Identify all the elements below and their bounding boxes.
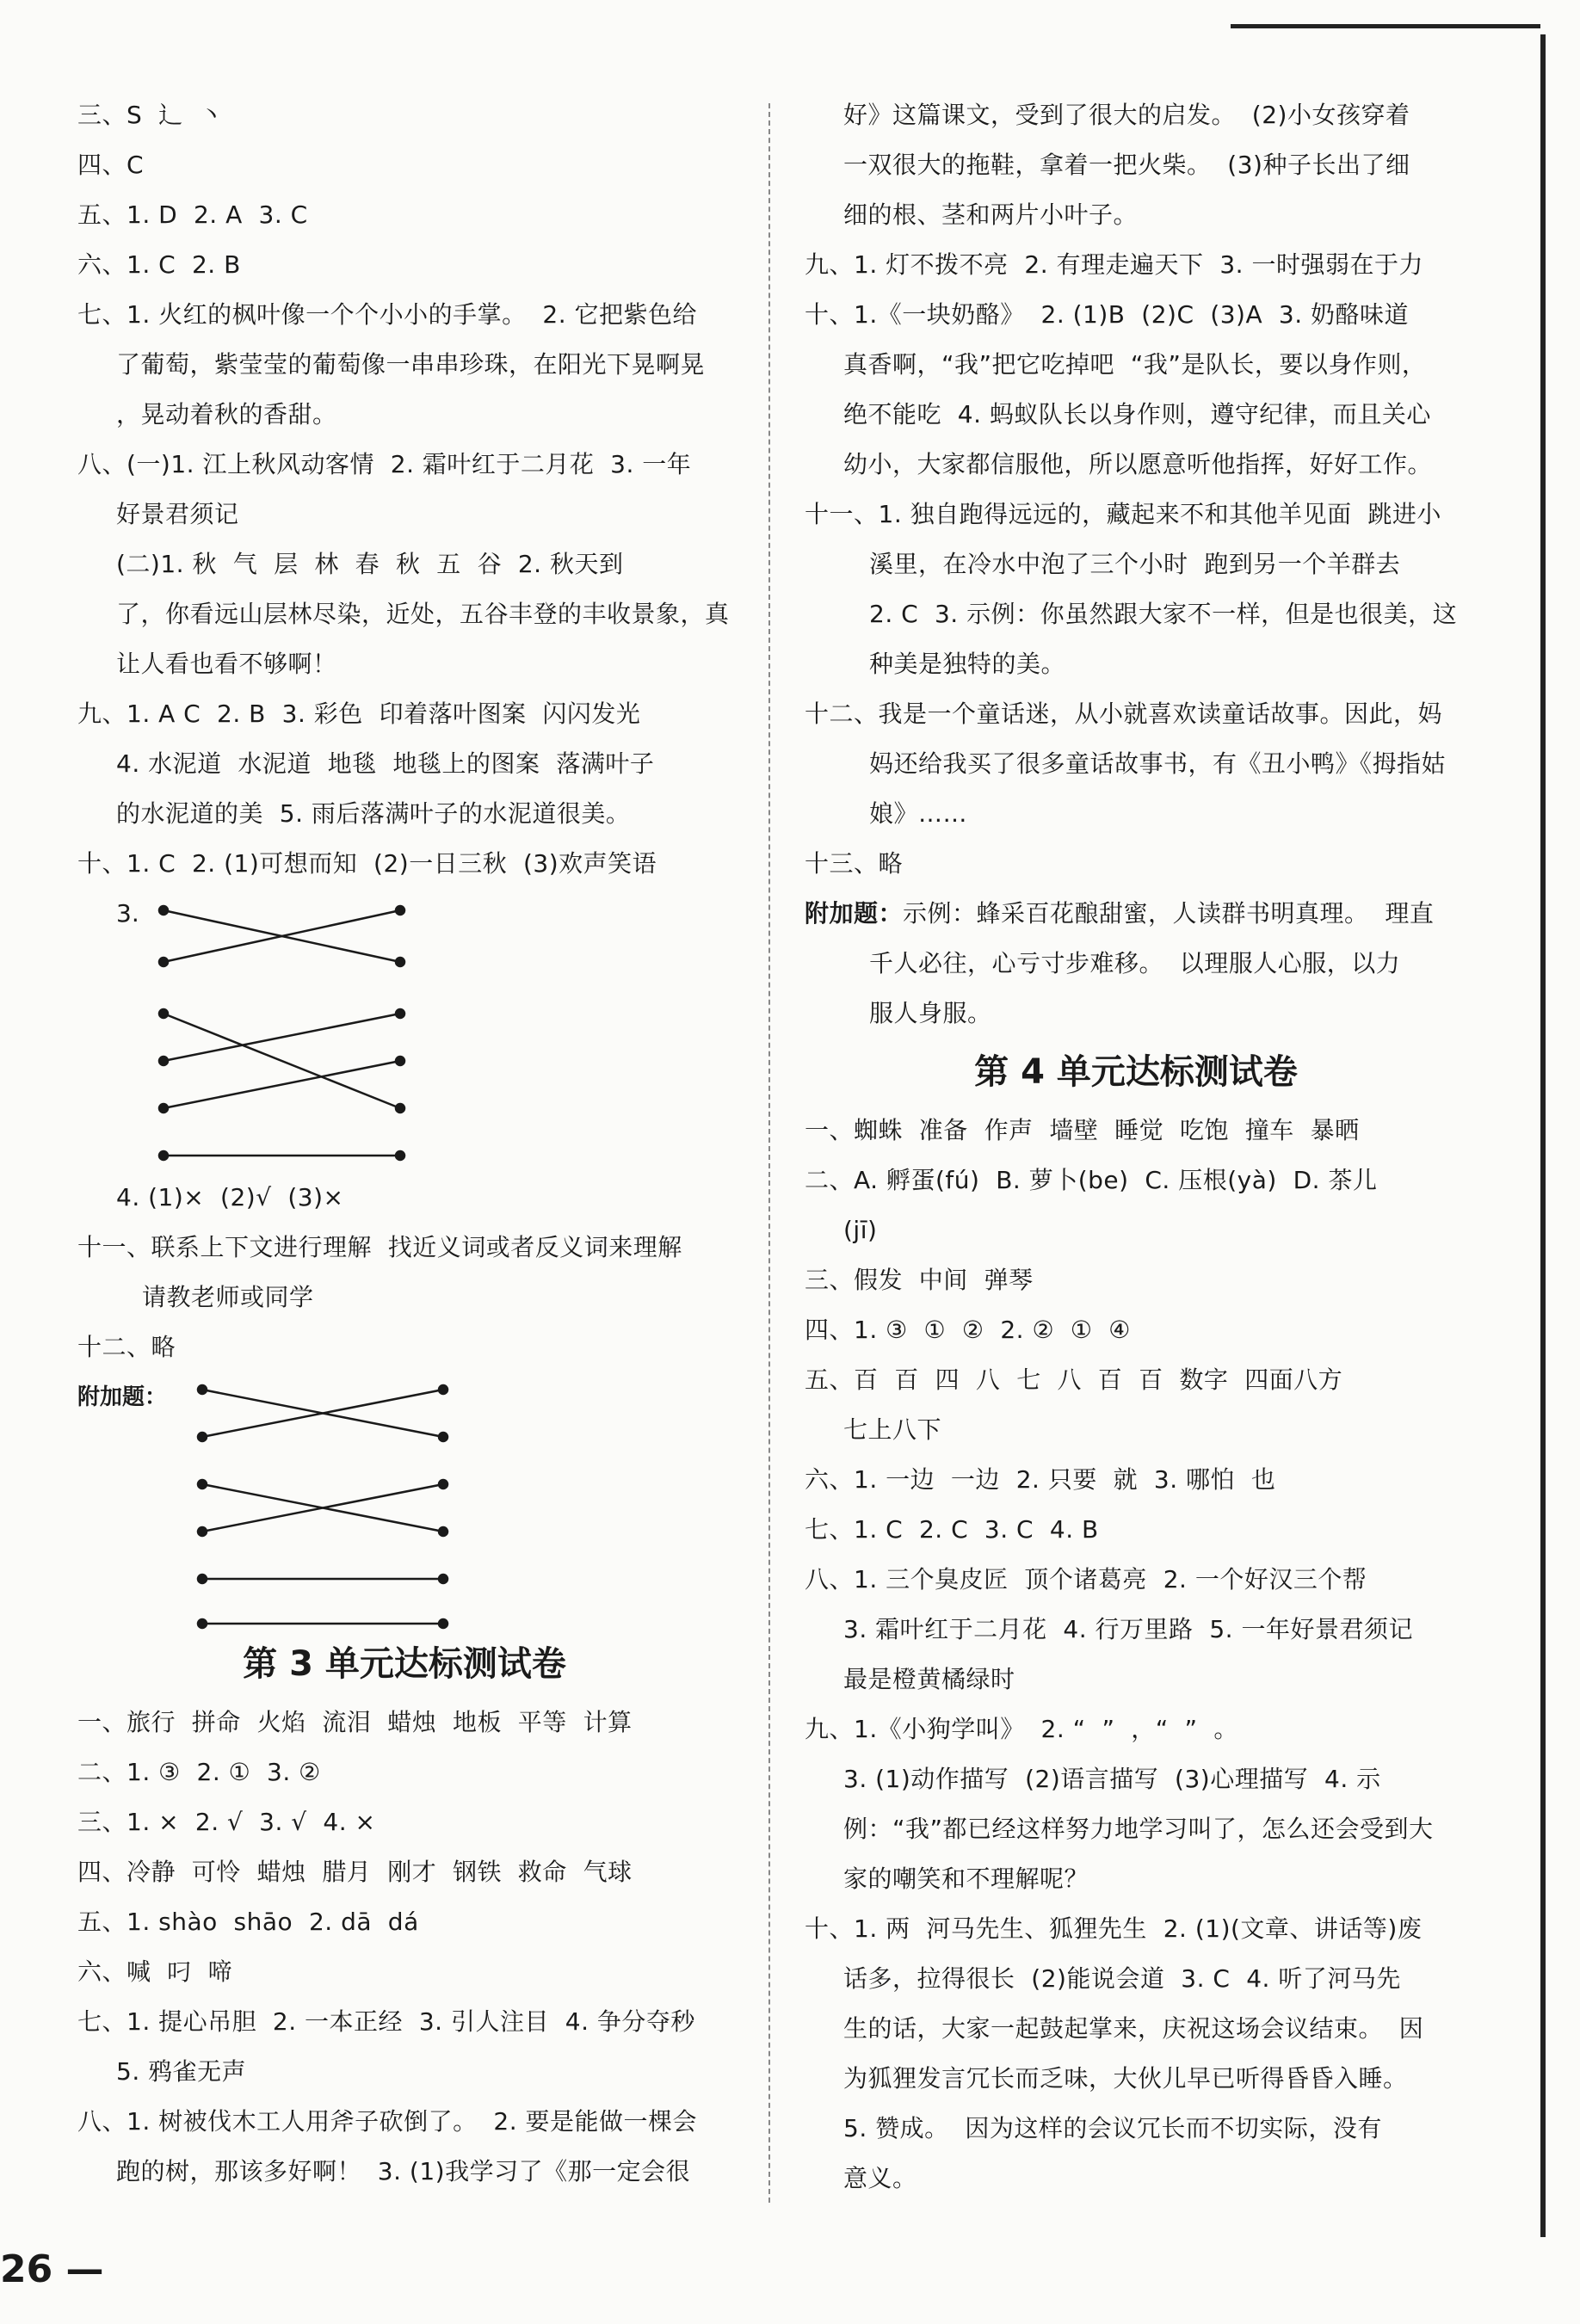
answer-line: 三、S 辶 丶 bbox=[77, 101, 224, 129]
answer-line: 绝不能吃 4. 蚂蚁队长以身作则，遵守纪律，而且关心 bbox=[843, 400, 1431, 428]
answer-line: 四、冷静 可怜 蜡烛 腊月 刚才 钢铁 救命 气球 bbox=[77, 1858, 633, 1886]
answer-line: 5. 鸦雀无声 bbox=[116, 2057, 247, 2086]
answer-line: 幼小，大家都信服他，所以愿意听他指挥，好好工作。 bbox=[843, 450, 1433, 478]
answer-line: 十三、略 bbox=[805, 849, 904, 878]
left-column bbox=[77, 90, 731, 2197]
answer-line: 八、(一)1. 江上秋风动客情 2. 霜叶红于二月花 3. 一年 bbox=[77, 450, 692, 478]
answer-line: ，晃动着秋的香甜。 bbox=[116, 400, 337, 428]
answer-line: 一双很大的拖鞋，拿着一把火柴。 (3)种子长出了细 bbox=[843, 151, 1410, 179]
unit4-title: 第 4 单元达标测试卷 bbox=[974, 1052, 1298, 1092]
extra-question-label: 附加题： bbox=[805, 899, 904, 928]
match-dot bbox=[159, 958, 168, 966]
answer-line: 七、1. 火红的枫叶像一个个小小的手掌。 2. 它把紫色给 bbox=[77, 300, 698, 329]
extra-question-diagram bbox=[77, 1372, 731, 1630]
answer-line: 三、1. × 2. √ 3. √ 4. × bbox=[77, 1808, 376, 1836]
match-dot bbox=[439, 1575, 447, 1583]
extra-question-label: 附加题： bbox=[77, 1384, 168, 1410]
match-dot bbox=[396, 1009, 404, 1018]
extra-question-line bbox=[805, 889, 1467, 939]
answer-line: 请教老师或同学 bbox=[142, 1283, 314, 1311]
answer-line: 九、1. 灯不拨不亮 2. 有理走遍天下 3. 一时强弱在于力 bbox=[805, 250, 1423, 279]
answer-line: 八、1. 树被伐木工人用斧子砍倒了。 2. 要是能做一棵会 bbox=[77, 2107, 698, 2136]
answer-line: 了葡萄，紫莹莹的葡萄像一串串珍珠，在阳光下晃啊晃 bbox=[116, 350, 706, 379]
answer-line: 2. C 3. 示例：你虽然跟大家不一样，但是也很美，这 bbox=[869, 600, 1458, 628]
answer-line: 5. 赞成。 因为这样的会议冗长而不切实际，没有 bbox=[843, 2114, 1382, 2142]
match-line bbox=[164, 1061, 400, 1108]
answer-line: 三、假发 中间 弹琴 bbox=[805, 1266, 1034, 1294]
match-dot bbox=[439, 1385, 447, 1394]
match-dot bbox=[396, 906, 404, 915]
column-divider bbox=[768, 103, 770, 2203]
match-line bbox=[164, 1014, 400, 1108]
answer-line: 十二、略 bbox=[77, 1333, 176, 1361]
answer-line: 二、A. 孵蛋(fú) B. 萝卜(be) C. 压根(yà) D. 茶儿 bbox=[805, 1166, 1378, 1194]
matching-number: 3. bbox=[116, 899, 139, 928]
answer-line: 家的嘲笑和不理解呢？ bbox=[843, 1865, 1089, 1893]
match-dot bbox=[198, 1385, 207, 1394]
answer-line: 五、百 百 四 八 七 八 百 百 数字 四面八方 bbox=[805, 1365, 1343, 1394]
answer-line: 服人身服。 bbox=[869, 999, 992, 1027]
answer-line: 八、1. 三个臭皮匠 顶个诸葛亮 2. 一个好汉三个帮 bbox=[805, 1565, 1367, 1594]
page-edge-bar bbox=[1540, 34, 1546, 2237]
answer-line: 一、旅行 拼命 火焰 流泪 蜡烛 地板 平等 计算 bbox=[77, 1708, 633, 1736]
answer-line: 十、1. 两 河马先生、狐狸先生 2. (1)(文章、讲话等)废 bbox=[805, 1914, 1423, 1943]
answer-line: 娘》…… bbox=[869, 799, 968, 828]
answer-line: 十一、联系上下文进行理解 找近义词或者反义词来理解 bbox=[77, 1233, 682, 1261]
answer-line: 细的根、茎和两片小叶子。 bbox=[843, 200, 1139, 229]
answer-line: 九、1.《小狗学叫》 2. “ ” ，“ ” 。 bbox=[805, 1715, 1238, 1743]
unit3-title: 第 3 单元达标测试卷 bbox=[243, 1644, 566, 1684]
match-dot bbox=[159, 1009, 168, 1018]
match-dot bbox=[198, 1527, 207, 1536]
page-number: 26 — bbox=[0, 2247, 104, 2291]
answer-line: 六、1. C 2. B bbox=[77, 250, 241, 279]
answer-line: 为狐狸发言冗长而乏味，大伙儿早已听得昏昏入睡。 bbox=[843, 2064, 1408, 2093]
answer-line: 了，你看远山层林尽染，近处，五谷丰登的丰收景象，真 bbox=[116, 600, 730, 628]
answer-line: 十一、1. 独自跑得远远的，藏起来不和其他羊见面 跳进小 bbox=[805, 500, 1441, 528]
match-dot bbox=[439, 1619, 447, 1628]
match-dot bbox=[159, 906, 168, 915]
match-dot bbox=[159, 1104, 168, 1113]
answer-line: (jī) bbox=[843, 1216, 878, 1244]
matching-lines bbox=[77, 889, 731, 1173]
answer-line: 生的话，大家一起鼓起掌来，庆祝这场会议结束。 因 bbox=[843, 2014, 1424, 2043]
answer-line: 五、1. D 2. A 3. C bbox=[77, 200, 308, 229]
answer-line: 十、1.《一块奶酪》 2. (1)B (2)C (3)A 3. 奶酪味道 bbox=[805, 300, 1410, 329]
answer-line: 千人必往，心亏寸步难移。 以理服人心服，以力 bbox=[869, 949, 1401, 977]
match-dot bbox=[159, 1057, 168, 1065]
right-column bbox=[805, 90, 1467, 2204]
match-dot bbox=[439, 1433, 447, 1441]
top-rule bbox=[1231, 24, 1540, 28]
match-dot bbox=[396, 1057, 404, 1065]
answer-line: 话多，拉得很长 (2)能说会道 3. C 4. 听了河马先 bbox=[843, 1964, 1401, 1993]
answer-line: 九、1. A C 2. B 3. 彩色 印着落叶图案 闪闪发光 bbox=[77, 700, 641, 728]
answer-line: 4. (1)× (2)√ (3)× bbox=[116, 1183, 344, 1211]
answer-line: 3. 霜叶红于二月花 4. 行万里路 5. 一年好景君须记 bbox=[843, 1615, 1413, 1643]
match-dot bbox=[159, 1151, 168, 1160]
answer-line: 最是橙黄橘绿时 bbox=[843, 1665, 1015, 1693]
answer-line: 六、1. 一边 一边 2. 只要 就 3. 哪怕 也 bbox=[805, 1465, 1276, 1494]
answer-line: 七、1. 提心吊胆 2. 一本正经 3. 引人注目 4. 争分夺秒 bbox=[77, 2007, 695, 2036]
answer-line: 好》这篇课文，受到了很大的启发。 (2)小女孩穿着 bbox=[843, 101, 1410, 129]
match-dot bbox=[396, 1104, 404, 1113]
matching-diagram bbox=[77, 889, 731, 1173]
match-dot bbox=[439, 1480, 447, 1489]
match-dot bbox=[198, 1433, 207, 1441]
answer-line: (二)1. 秋 气 层 林 春 秋 五 谷 2. 秋天到 bbox=[116, 550, 624, 578]
answer-line: 例：“我”都已经这样努力地学习叫了，怎么还会受到大 bbox=[843, 1815, 1434, 1843]
answer-line: 四、C bbox=[77, 151, 145, 179]
answer-line: 的水泥道的美 5. 雨后落满叶子的水泥道很美。 bbox=[116, 799, 631, 828]
match-line bbox=[164, 1014, 400, 1061]
answer-line: 4. 水泥道 水泥道 地毯 地毯上的图案 落满叶子 bbox=[116, 749, 655, 778]
answer-line: 让人看也看不够啊！ bbox=[116, 650, 337, 678]
match-dot bbox=[198, 1575, 207, 1583]
answer-line: 十二、我是一个童话迷，从小就喜欢读童话故事。因此，妈 bbox=[805, 700, 1443, 728]
answer-line: 溪里，在冷水中泡了三个小时 跑到另一个羊群去 bbox=[869, 550, 1401, 578]
match-dot bbox=[439, 1527, 447, 1536]
answer-line: 跑的树，那该多好啊！ 3. (1)我学习了《那一定会很 bbox=[116, 2157, 691, 2185]
answer-line: 3. (1)动作描写 (2)语言描写 (3)心理描写 4. 示 bbox=[843, 1765, 1381, 1793]
extra-answer-text: 示例：蜂采百花酿甜蜜，人读群书明真理。 理直 bbox=[903, 899, 1435, 928]
answer-line: 五、1. shào shāo 2. dā dá bbox=[77, 1908, 419, 1936]
answer-line: 七上八下 bbox=[843, 1415, 942, 1444]
answer-line: 种美是独特的美。 bbox=[869, 650, 1066, 678]
answer-line: 真香啊，“我”把它吃掉吧 “我”是队长，要以身作则， bbox=[843, 350, 1427, 379]
match-dot bbox=[396, 958, 404, 966]
answer-line: 二、1. ③ 2. ① 3. ② bbox=[77, 1758, 321, 1786]
answer-line: 妈还给我买了很多童话故事书，有《丑小鸭》《拇指姑 bbox=[869, 749, 1447, 778]
match-dot bbox=[198, 1480, 207, 1489]
match-dot bbox=[396, 1151, 404, 1160]
answer-line: 十、1. C 2. (1)可想而知 (2)一日三秋 (3)欢声笑语 bbox=[77, 849, 657, 878]
answer-line: 一、蜘蛛 准备 作声 墙壁 睡觉 吃饱 撞车 暴晒 bbox=[805, 1116, 1360, 1144]
match-dot bbox=[198, 1619, 207, 1628]
answer-line: 好景君须记 bbox=[116, 500, 239, 528]
answer-line: 七、1. C 2. C 3. C 4. B bbox=[805, 1515, 1099, 1544]
answer-line: 六、喊 叼 啼 bbox=[77, 1957, 233, 1986]
extra-matching-lines bbox=[77, 1372, 731, 1630]
answer-line: 意义。 bbox=[843, 2164, 917, 2192]
answer-line: 四、1. ③ ① ② 2. ② ① ④ bbox=[805, 1316, 1131, 1344]
